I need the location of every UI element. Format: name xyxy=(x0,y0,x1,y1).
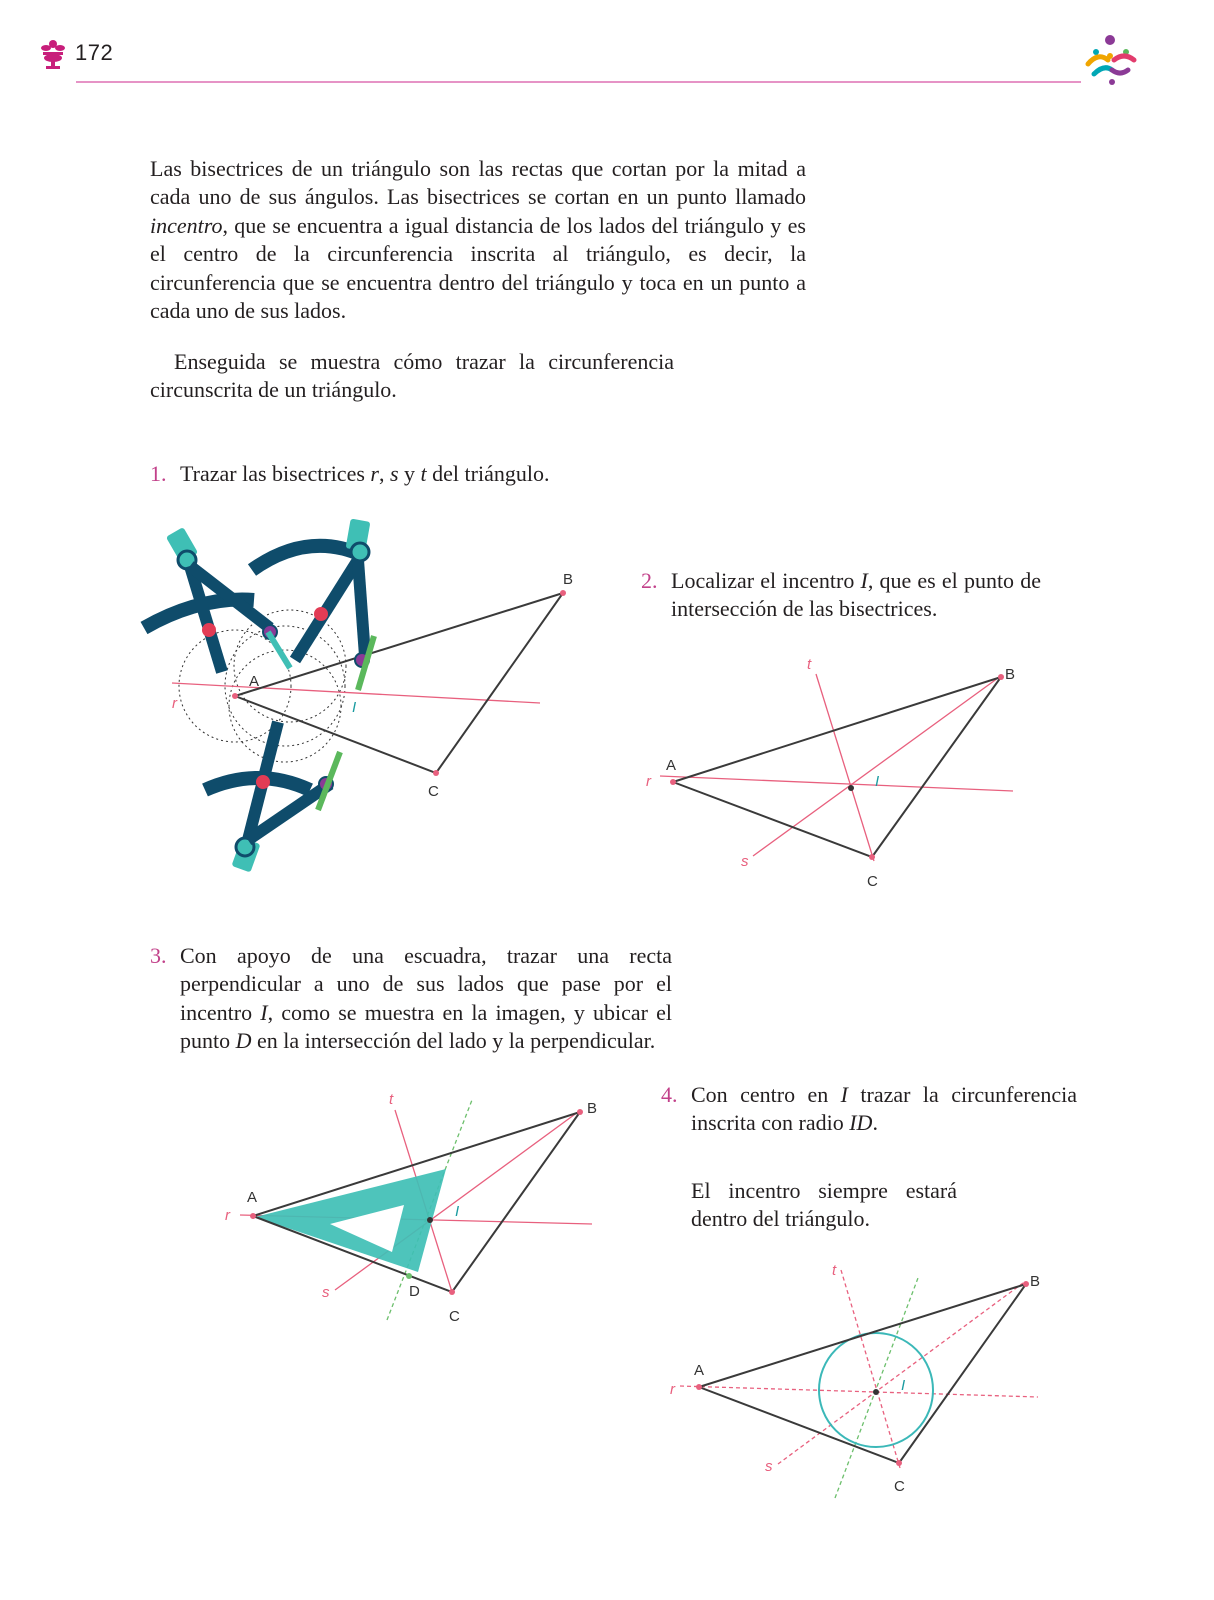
bisector-r xyxy=(660,776,1013,791)
point-a-marker xyxy=(250,1213,256,1219)
label-c: C xyxy=(449,1308,460,1325)
step-number: 1. xyxy=(150,461,167,486)
instructions-intro: Enseguida se muestra cómo trazar la circunferencia circunscrita de un triángulo. xyxy=(150,349,674,403)
label-r: r xyxy=(646,773,651,790)
page-number: 172 xyxy=(75,40,114,65)
label-c: C xyxy=(894,1478,905,1495)
step-text: Trazar las bisectrices xyxy=(180,461,371,486)
intro-paragraph xyxy=(150,155,806,325)
step-text: , que es el punto de intersección de las bisectrices. xyxy=(671,568,1041,622)
label-i: I xyxy=(901,1377,906,1394)
figure-1-compass-construction xyxy=(130,510,574,880)
step-number: 3. xyxy=(150,943,167,968)
step-text: en la intersección del lado y la perpendicular. xyxy=(251,1028,656,1054)
bisector-t xyxy=(841,1270,900,1468)
point-c-marker xyxy=(869,854,875,860)
figure-2-incenter xyxy=(640,650,1020,900)
var-id: ID xyxy=(849,1110,873,1136)
term-incentro: incentro xyxy=(150,212,223,238)
flower-ornament-icon xyxy=(38,38,68,70)
label-t: t xyxy=(832,1262,837,1279)
var-i: I xyxy=(860,568,868,593)
header-rule xyxy=(76,81,1081,83)
bisector-t xyxy=(816,674,874,861)
step-number: 4. xyxy=(661,1082,678,1107)
label-b: B xyxy=(1030,1273,1041,1290)
point-d-marker xyxy=(406,1273,412,1279)
label-b: B xyxy=(1005,666,1016,683)
label-i: I xyxy=(352,699,357,716)
label-i: I xyxy=(455,1203,460,1220)
triangle-abc xyxy=(673,677,1001,857)
label-a: A xyxy=(247,1189,258,1206)
compass-upper-right xyxy=(252,518,374,690)
point-a-marker xyxy=(232,693,238,699)
step-2 xyxy=(641,567,1041,624)
step-text: , como se muestra en la imagen, y ubicar el punto xyxy=(180,999,672,1054)
incenter-point xyxy=(848,785,854,791)
step-3 xyxy=(150,942,672,1056)
triangle-abc xyxy=(699,1284,1026,1463)
label-a: A xyxy=(694,1362,705,1379)
point-c-marker xyxy=(449,1289,455,1295)
step-number: 2. xyxy=(641,568,658,593)
label-r: r xyxy=(670,1381,675,1398)
point-b-marker xyxy=(1023,1281,1029,1287)
step-text: trazar la circunferencia inscrita con radio xyxy=(691,1082,1077,1136)
label-r: r xyxy=(172,695,177,712)
label-t: t xyxy=(807,656,812,673)
bisector-s xyxy=(778,1283,1023,1464)
label-d: D xyxy=(409,1283,420,1300)
intro-text-1: Las bisectrices de un triángulo son las rectas que cortan por la mitad a cada uno de sus ángulos. Las bisectrices se cortan en un punto llamado xyxy=(150,156,806,210)
perpendicular-line xyxy=(835,1278,918,1498)
incenter-point xyxy=(873,1389,879,1395)
label-b: B xyxy=(587,1100,598,1117)
point-b-marker xyxy=(560,590,566,596)
label-c: C xyxy=(867,873,878,890)
incenter-point xyxy=(427,1217,433,1223)
step-text: y xyxy=(398,461,421,486)
step-1 xyxy=(150,460,740,488)
intro-text-2: , que se encuentra a igual distancia de los lados del triángulo y es el centro de la circunferencia inscrita al triángulo, es decir, la circunferencia que se encuentra dentro del triángulo y toca en un punto a cada uno de sus lados. xyxy=(150,212,806,324)
step-text: . xyxy=(872,1110,878,1136)
label-s: s xyxy=(741,853,749,870)
label-c: C xyxy=(428,783,439,800)
colorful-figure-logo-icon xyxy=(1082,30,1140,88)
label-t: t xyxy=(389,1091,394,1108)
step-text: , xyxy=(378,461,390,486)
var-r: r xyxy=(370,461,379,486)
incenter-note: El incentro siempre estará dentro del triángulo. xyxy=(691,1178,957,1232)
bisector-s xyxy=(753,678,998,856)
var-t: t xyxy=(420,461,427,486)
step-4 xyxy=(661,1081,1077,1138)
label-r: r xyxy=(225,1207,230,1224)
figure-3-set-square xyxy=(220,1090,610,1330)
var-d: D xyxy=(235,1028,252,1054)
point-b-marker xyxy=(998,674,1004,680)
label-a: A xyxy=(666,757,677,774)
var-i: I xyxy=(840,1082,848,1107)
point-a-marker xyxy=(670,779,676,785)
point-a-marker xyxy=(696,1384,702,1390)
step-text: Con apoyo de una escuadra, trazar una recta perpendicular a uno de sus lados que pase por el incentro xyxy=(180,943,672,1025)
compass-lower xyxy=(205,722,340,873)
step-text: Localizar el incentro xyxy=(671,568,861,593)
label-b: B xyxy=(563,571,574,588)
figure-4-inscribed-circle xyxy=(660,1250,1050,1500)
triangle-abc xyxy=(235,593,563,773)
bisector-r xyxy=(680,1386,1038,1397)
point-b-marker xyxy=(577,1109,583,1115)
point-c-marker xyxy=(896,1460,902,1466)
point-c-marker xyxy=(433,770,439,776)
var-s: s xyxy=(389,461,399,486)
compass-upper-left xyxy=(144,527,290,672)
step-text: del triángulo. xyxy=(426,461,550,486)
label-a: A xyxy=(249,673,260,690)
var-i: I xyxy=(260,999,268,1025)
label-s: s xyxy=(765,1458,773,1475)
label-i: I xyxy=(875,773,880,790)
step-text: Con centro en xyxy=(691,1082,841,1107)
label-s: s xyxy=(322,1284,330,1301)
